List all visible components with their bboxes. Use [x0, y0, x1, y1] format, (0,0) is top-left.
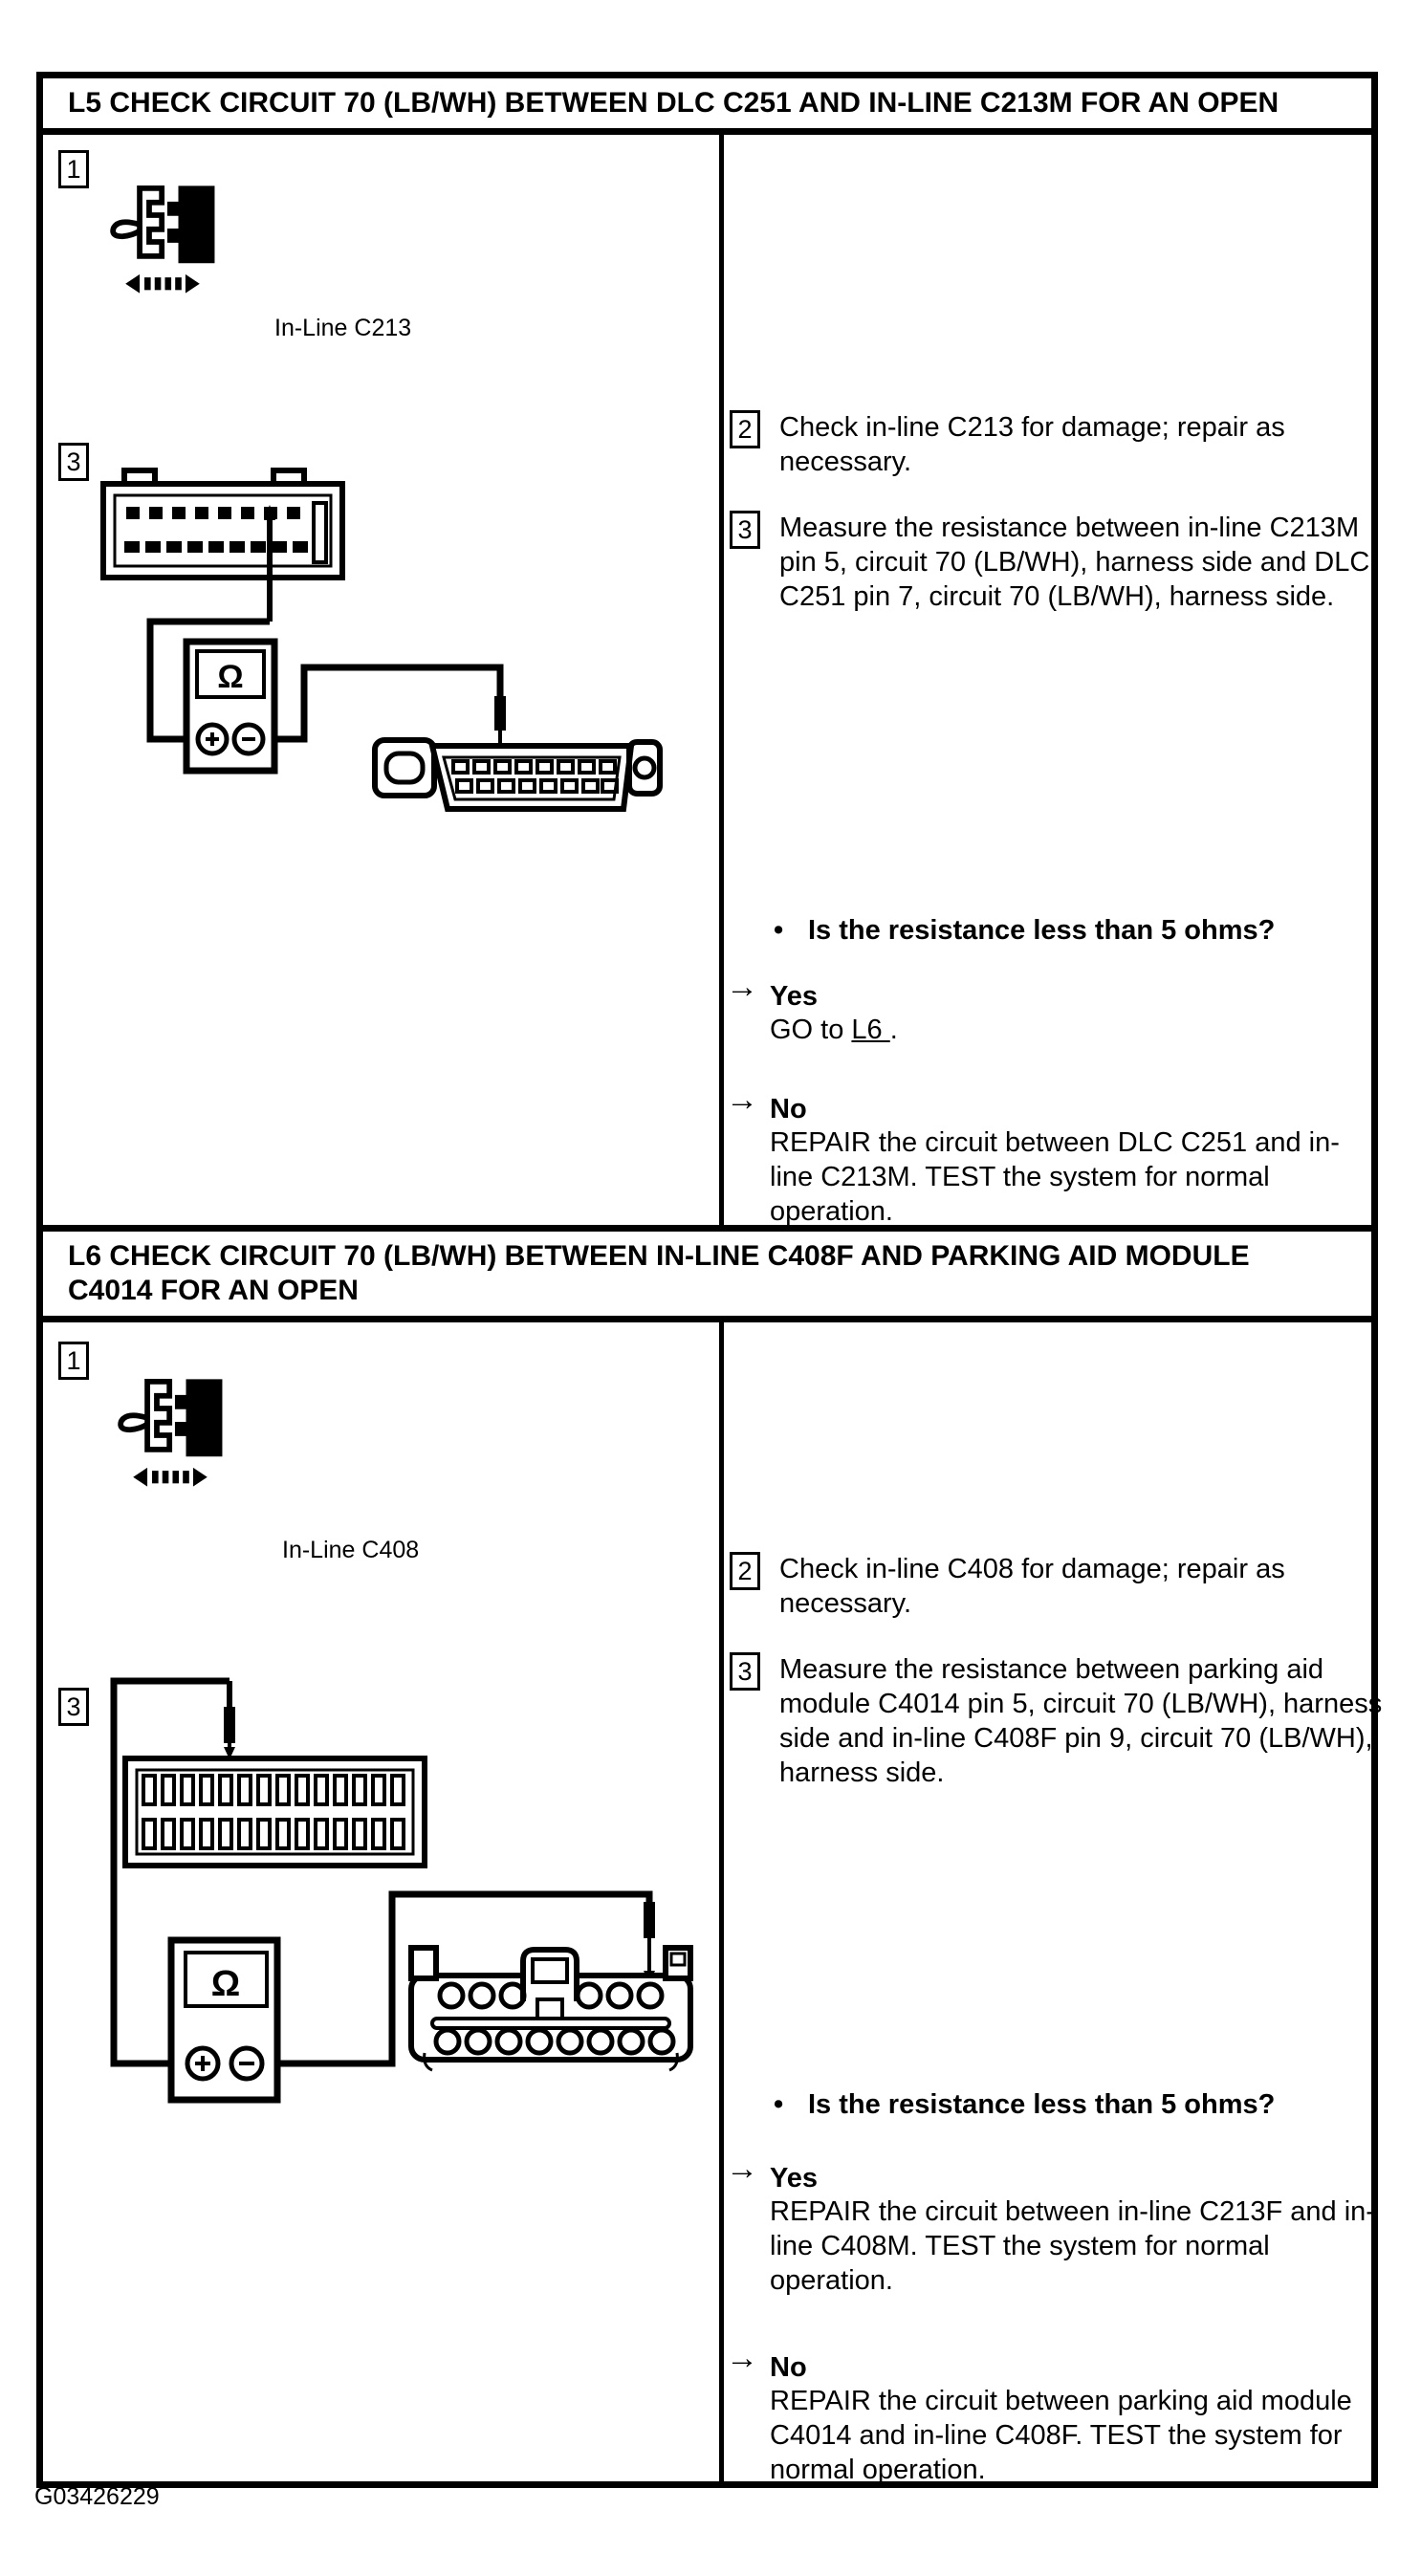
pin-row-bottom — [124, 541, 308, 553]
l6-figure-cell — [43, 1322, 719, 2481]
yes-label: Yes — [770, 981, 818, 1012]
connector-label: In-Line C213 — [274, 315, 412, 341]
test-probe-left — [264, 505, 275, 622]
section-l6 — [43, 1225, 1383, 2485]
yes-action-suffix: . — [889, 1015, 898, 1045]
l6-no-answer — [770, 2351, 1382, 2487]
pinpoint-test-table — [36, 72, 1383, 2488]
no-arrow-icon: → — [726, 1081, 758, 1118]
bullet-icon: • — [774, 2089, 784, 2120]
step-3-text: Measure the resistance between parking aid module C4014 pin 5, circuit 70 (LB/WH), harness side and in-line C408F pin 9, circuit 70 (LB/WH), harness side. — [779, 1654, 1383, 1788]
yes-action — [770, 1013, 1382, 1047]
l5-question-text: Is the resistance less than 5 ohms? — [808, 915, 1276, 946]
disconnect-arrows-icon — [133, 1468, 208, 1487]
l5-yes-answer — [770, 980, 1382, 1047]
l6-question-text: Is the resistance less than 5 ohms? — [808, 2089, 1276, 2120]
no-label: No — [770, 1094, 807, 1124]
ohmmeter — [171, 1940, 277, 2100]
test-probe-left — [224, 1681, 235, 1759]
ohmmeter — [186, 642, 274, 771]
l5-step-3 — [730, 511, 1372, 614]
l5-question — [774, 913, 1366, 948]
step-3-box: 3 — [58, 1688, 89, 1726]
no-label: No — [770, 2352, 807, 2383]
no-arrow-icon: → — [726, 2340, 758, 2376]
yes-action-prefix: GO to — [770, 1015, 852, 1045]
disconnect-arrows-icon — [125, 274, 200, 294]
test-title-l5: CHECK CIRCUIT 70 (LB/WH) BETWEEN DLC C251 AND IN-LINE C213M FOR AN OPEN — [109, 87, 1279, 119]
dlc-connector — [375, 740, 660, 809]
no-action: REPAIR the circuit between DLC C251 and in-line C213M. TEST the system for normal operation. — [770, 1127, 1340, 1227]
test-id-l5: L5 — [68, 87, 102, 119]
l6-step-2 — [730, 1552, 1372, 1621]
figure-reference-code: G03426229 — [34, 2483, 160, 2510]
test-title-l6: CHECK CIRCUIT 70 (LB/WH) BETWEEN IN-LINE C408F AND PARKING AID MODULE C4014 FOR AN OPEN — [68, 1240, 1250, 1306]
yes-arrow-icon: → — [726, 2150, 758, 2187]
l6-resistance-test-diagram — [96, 1646, 727, 2105]
step-2-box: 2 — [730, 1552, 760, 1590]
l6-link[interactable]: L6 — [851, 1015, 890, 1045]
section-l6-header — [43, 1232, 1371, 1322]
step-2-text: Check in-line C408 for damage; repair as necessary. — [779, 1554, 1285, 1619]
l5-instructions-cell — [719, 135, 1371, 1225]
test-probe-right — [644, 1902, 655, 1983]
step-1-box: 1 — [58, 1342, 89, 1380]
yes-label: Yes — [770, 2163, 818, 2194]
l5-resistance-test-diagram — [96, 457, 727, 859]
ohm-symbol: Ω — [210, 1964, 241, 2004]
l5-no-answer — [770, 1093, 1382, 1229]
l6-question — [774, 2087, 1366, 2122]
section-l5-body — [43, 135, 1371, 1225]
section-l5 — [43, 78, 1371, 1225]
connector-label: In-Line C408 — [282, 1537, 420, 1563]
step-3-box: 3 — [730, 1652, 760, 1691]
no-action: REPAIR the circuit between parking aid module C4014 and in-line C408F. TEST the system for normal operation. — [770, 2386, 1352, 2485]
step-2-text: Check in-line C213 for damage; repair as necessary. — [779, 412, 1285, 477]
section-l5-header — [43, 78, 1371, 135]
yes-action: REPAIR the circuit between in-line C213F and in-line C408M. TEST the system for normal operation. — [770, 2196, 1375, 2296]
l6-step-3 — [730, 1652, 1383, 1790]
l6-instructions-cell — [719, 1322, 1383, 2485]
test-id-l6: L6 — [68, 1240, 102, 1272]
connector-halves-icon — [120, 1380, 221, 1455]
connector-halves-icon — [113, 186, 213, 262]
step-3-box: 3 — [730, 511, 760, 549]
l5-step-2 — [730, 410, 1372, 479]
step-1-box: 1 — [58, 150, 89, 188]
step-2-box: 2 — [730, 410, 760, 448]
ohm-symbol: Ω — [217, 659, 244, 695]
yes-arrow-icon: → — [726, 969, 758, 1005]
inline-connector-disconnect-icon — [110, 1372, 230, 1498]
l5-figure-cell — [43, 135, 719, 1225]
step-3-box: 3 — [58, 443, 89, 481]
inline-c408-connector — [125, 1758, 425, 1866]
section-l6-body — [43, 1322, 1383, 2485]
bullet-icon: • — [774, 915, 784, 946]
inline-c213m-connector — [103, 470, 342, 578]
inline-connector-disconnect-icon — [102, 179, 223, 305]
step-3-text: Measure the resistance between in-line C213M pin 5, circuit 70 (LB/WH), harness side and DLC C251 pin 7, circuit 70 (LB/WH), harness side. — [779, 513, 1370, 612]
l6-yes-answer — [770, 2162, 1382, 2298]
